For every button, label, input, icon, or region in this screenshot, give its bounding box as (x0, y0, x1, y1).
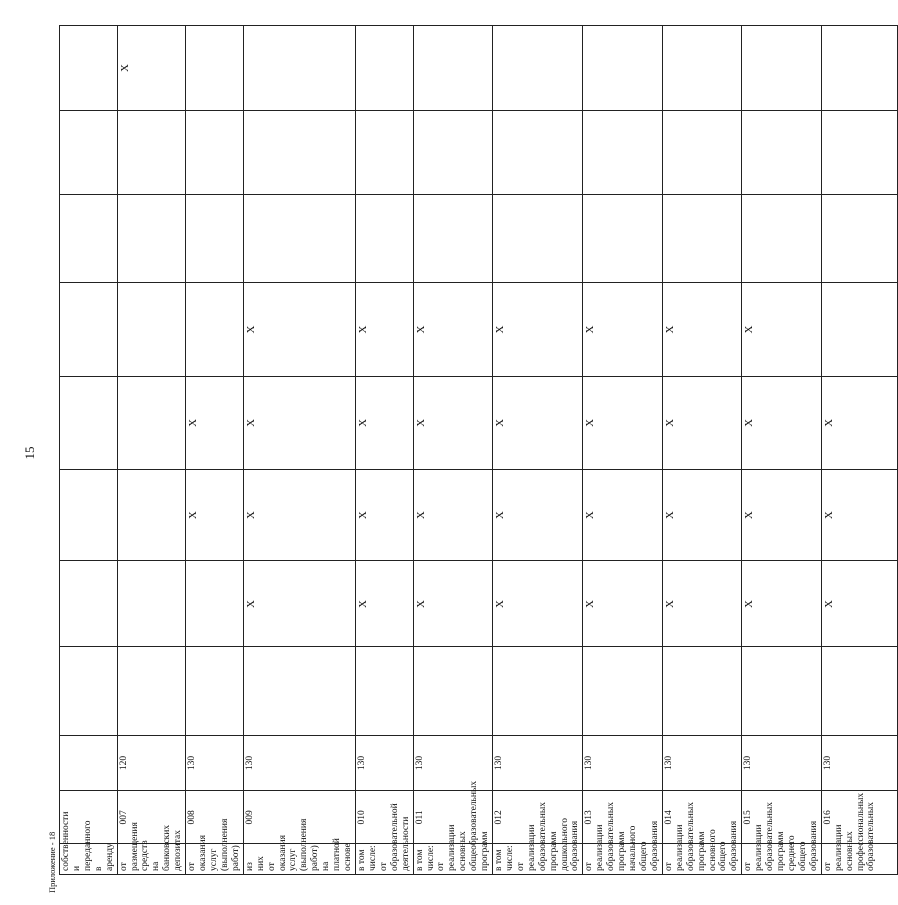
row-code: 012 (493, 791, 583, 844)
value-cell: X (583, 283, 662, 377)
row-label: от размещения средств на банковских депозитах (117, 844, 186, 875)
value-cell (117, 110, 186, 194)
table-row (742, 26, 821, 875)
value-cell: X (742, 561, 821, 647)
value-cell: X (117, 26, 186, 111)
row-label: в том числе: от образовательной деятельности (355, 844, 413, 875)
row-kosgu-code: 130 (355, 735, 413, 790)
value-cell: X (742, 283, 821, 377)
value-cell: X (821, 376, 897, 469)
value-cell (243, 110, 355, 194)
value-cell (493, 110, 583, 194)
value-cell: X (186, 469, 244, 561)
value-cell (355, 26, 413, 111)
value-cell (60, 376, 118, 469)
value-cell: X (355, 283, 413, 377)
table-row (117, 26, 186, 875)
value-cell (821, 283, 897, 377)
value-cell (583, 26, 662, 111)
value-cell (583, 647, 662, 735)
value-cell (493, 647, 583, 735)
table-row (355, 26, 413, 875)
value-cell: X (186, 376, 244, 469)
row-code: 016 (821, 791, 897, 844)
value-cell (355, 647, 413, 735)
value-cell (186, 110, 244, 194)
value-cell: X (583, 469, 662, 561)
value-cell (117, 194, 186, 282)
value-cell: X (742, 469, 821, 561)
value-cell (60, 26, 118, 111)
value-cell (243, 26, 355, 111)
value-cell (186, 283, 244, 377)
row-code: 007 (117, 791, 186, 844)
row-label: в том числе: от реализации основных общеобразовательных программ (413, 844, 492, 875)
value-cell (821, 26, 897, 111)
table-row (186, 26, 244, 875)
row-kosgu-code: 130 (742, 735, 821, 790)
value-cell: X (662, 561, 741, 647)
row-kosgu-code: 130 (493, 735, 583, 790)
row-label: от реализации образовательных программ среднего общего образования (742, 844, 821, 875)
value-cell (413, 194, 492, 282)
value-cell (662, 647, 741, 735)
value-cell (662, 194, 741, 282)
value-cell (742, 110, 821, 194)
value-cell (186, 26, 244, 111)
table-row (662, 26, 741, 875)
row-code: 010 (355, 791, 413, 844)
row-code: 008 (186, 791, 244, 844)
row-code: 015 (742, 791, 821, 844)
value-cell: X (493, 561, 583, 647)
row-label: от оказания услуг (выполнения работ) (186, 844, 244, 875)
value-cell: X (821, 469, 897, 561)
value-cell (117, 561, 186, 647)
value-cell: X (413, 561, 492, 647)
value-cell: X (493, 283, 583, 377)
value-cell (742, 194, 821, 282)
value-cell: X (413, 469, 492, 561)
row-kosgu-code: 130 (243, 735, 355, 790)
row-label: собственности и переданного в аренду (60, 844, 118, 875)
row-code: 009 (243, 791, 355, 844)
value-cell (493, 194, 583, 282)
value-cell (583, 110, 662, 194)
row-kosgu-code: 130 (186, 735, 244, 790)
value-cell: X (583, 561, 662, 647)
value-cell (493, 26, 583, 111)
value-cell (186, 647, 244, 735)
value-cell (742, 26, 821, 111)
value-cell: X (243, 469, 355, 561)
value-cell: X (243, 283, 355, 377)
value-cell: X (243, 561, 355, 647)
row-code: 014 (662, 791, 741, 844)
value-cell: X (355, 376, 413, 469)
value-cell: X (413, 376, 492, 469)
table-row (583, 26, 662, 875)
row-label: в том числе: от реализации образовательных программ дошкольного образования (493, 844, 583, 875)
value-cell (821, 647, 897, 735)
row-kosgu-code: 130 (821, 735, 897, 790)
row-label: из них от оказания услуг (выполнения работ) на платной основе (243, 844, 355, 875)
value-cell (60, 283, 118, 377)
value-cell: X (413, 283, 492, 377)
value-cell: X (583, 376, 662, 469)
table-row (413, 26, 492, 875)
value-cell: X (355, 561, 413, 647)
value-cell (742, 647, 821, 735)
value-cell (243, 647, 355, 735)
value-cell (60, 110, 118, 194)
appendix-note: Приложение - 18 (47, 831, 57, 893)
financial-table (59, 25, 898, 875)
row-kosgu-code: 130 (413, 735, 492, 790)
table-row (493, 26, 583, 875)
value-cell: X (662, 283, 741, 377)
row-kosgu-code: 120 (117, 735, 186, 790)
table-row (821, 26, 897, 875)
rotated-table-container (59, 25, 877, 875)
table-body (60, 26, 898, 875)
row-label: от реализации основных профессиональных образовательных (821, 844, 897, 875)
value-cell (662, 26, 741, 111)
value-cell: X (742, 376, 821, 469)
page-number: 15 (22, 446, 37, 460)
row-kosgu-code: 130 (662, 735, 741, 790)
value-cell: X (355, 469, 413, 561)
value-cell (60, 561, 118, 647)
value-cell (117, 376, 186, 469)
value-cell: X (821, 561, 897, 647)
table-row (243, 26, 355, 875)
row-code: 011 (413, 791, 492, 844)
row-code: 013 (583, 791, 662, 844)
value-cell: X (493, 469, 583, 561)
value-cell (355, 110, 413, 194)
value-cell (355, 194, 413, 282)
value-cell (662, 110, 741, 194)
value-cell (60, 194, 118, 282)
value-cell: X (662, 469, 741, 561)
value-cell (117, 647, 186, 735)
value-cell (243, 194, 355, 282)
value-cell (117, 469, 186, 561)
value-cell: X (662, 376, 741, 469)
value-cell: X (243, 376, 355, 469)
row-kosgu-code (60, 735, 118, 790)
value-cell (821, 110, 897, 194)
value-cell (186, 194, 244, 282)
value-cell (60, 647, 118, 735)
value-cell (117, 283, 186, 377)
value-cell (413, 647, 492, 735)
row-kosgu-code: 130 (583, 735, 662, 790)
value-cell: X (493, 376, 583, 469)
value-cell (186, 561, 244, 647)
row-label: от реализации образовательных программ основного общего образования (662, 844, 741, 875)
value-cell (60, 469, 118, 561)
row-label: от реализации образовательных программ начального общего образования (583, 844, 662, 875)
value-cell (413, 26, 492, 111)
table-row (60, 26, 118, 875)
value-cell (583, 194, 662, 282)
value-cell (821, 194, 897, 282)
value-cell (413, 110, 492, 194)
